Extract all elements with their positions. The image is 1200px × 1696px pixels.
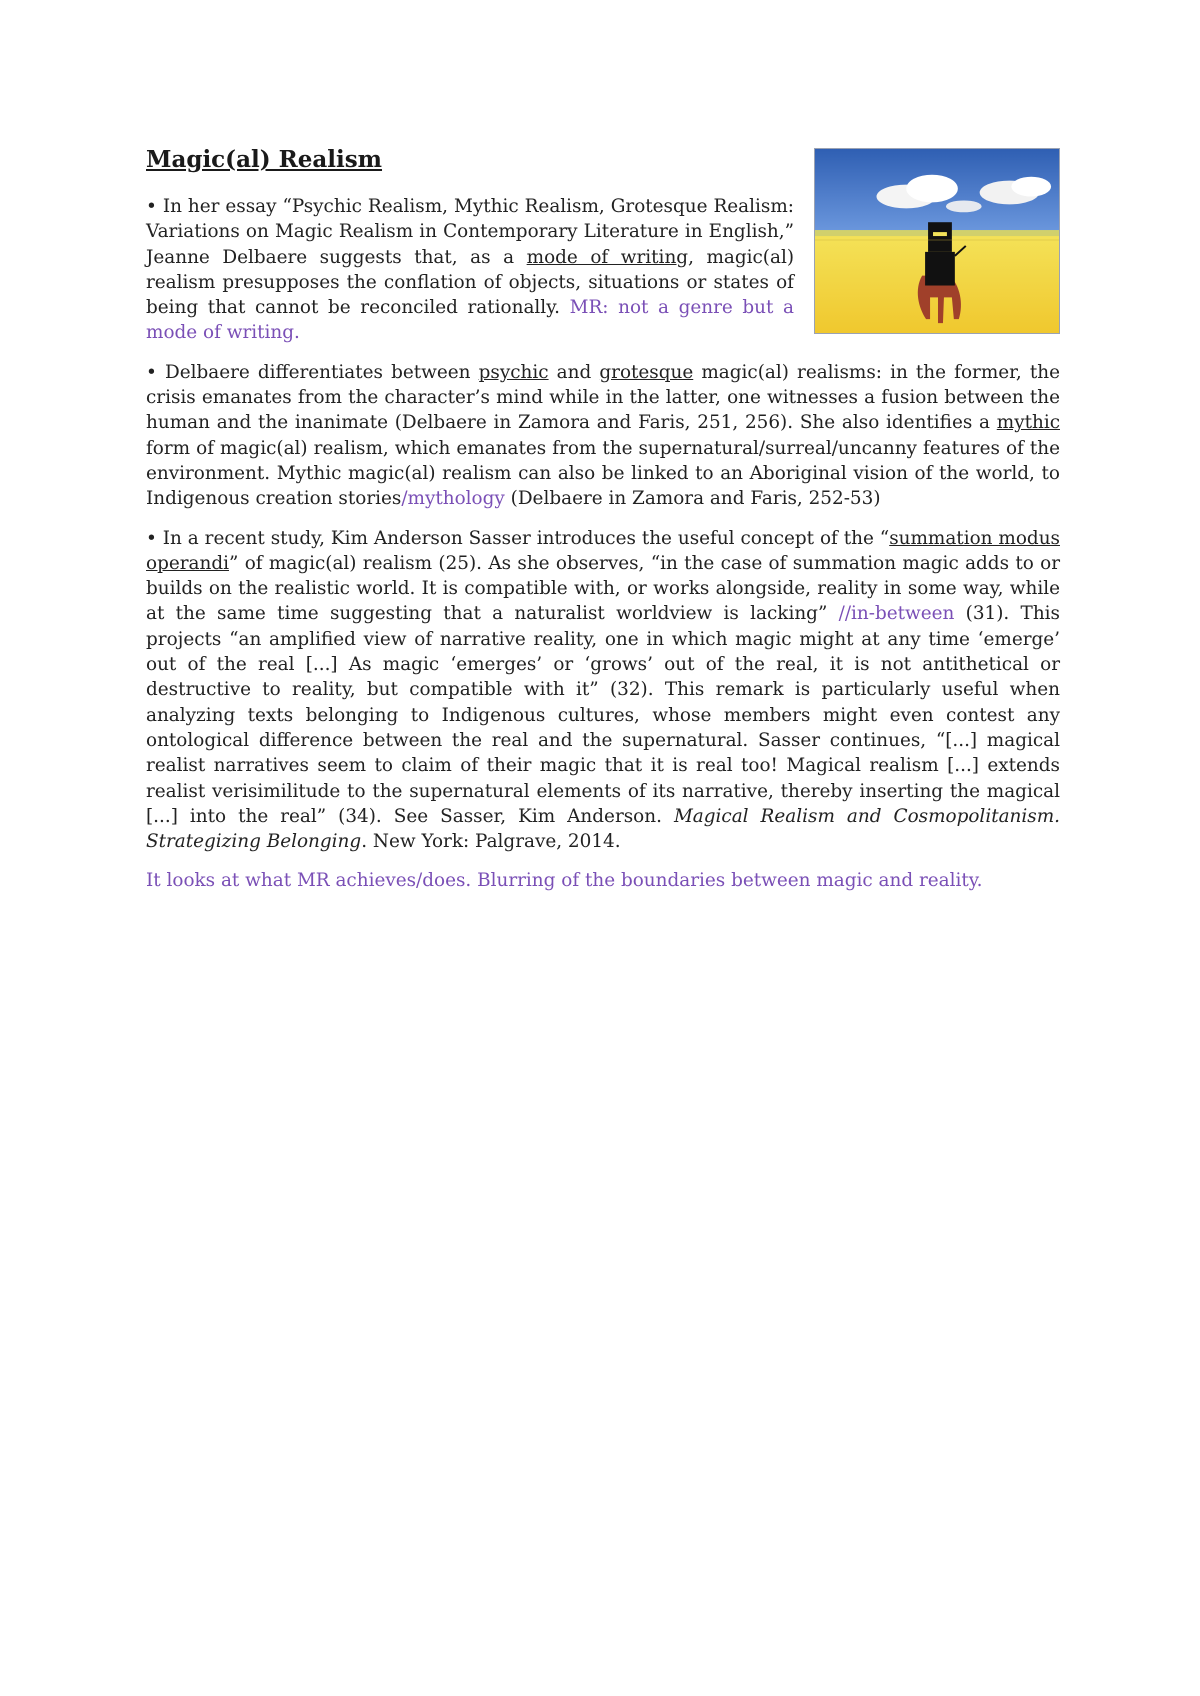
paragraph-text: Delbaere differentiates between [164,361,479,383]
annotation-note: /mythology [401,488,505,510]
paragraph-text: (Delbaere in Zamora and Faris, 252-53) [504,488,881,510]
paragraph-text: (31). This projects “an amplified view of narrative reality, one in which magic might at any time ‘emerge’ out of the real [...] As magic ‘emerges’ or ‘grows’ out of the real, it is not antithetical or destructive to reality, but compatible with it” (32). This remark is particularly useful when analyzing texts belonging to Indigenous cultures, whose members might even contest any ontological difference between the real and the supernatural. Sasser continues, “[...] magical realist narratives seem to claim of their magic that it is real too! Magical realism [...] extends realist verisimilitude to the supernatural elements of its narrative, thereby inserting the magical [...] into the real” (34). See Sasser, Kim Anderson. [146,603,1060,827]
underlined-term: psychic [478,361,549,383]
paragraph-text: ” of magic(al) realism (25). As she observes, “in the case of summation magic adds to or builds on the realistic world. It is compatible with, or works alongside, reality in some way, while at the same time suggesting that a naturalist worldview is lacking” [146,552,1060,625]
paragraph-text: . New York: Palgrave, 2014. [361,831,621,853]
document-page [146,140,1060,894]
bullet: • [146,196,157,217]
paragraph-text: form of magic(al) realism, which emanates from the supernatural/surreal/uncanny features of the environment. Mythic magic(al) realism can also be linked to an Aboriginal vision of the world, to Indigenous creation stories [146,437,1060,510]
painting-illustration [815,149,1059,333]
document-title: Magic(al) Realism [146,146,383,173]
paragraph-psychic-grotesque-mythic [146,360,1060,512]
paragraph-text: In her essay “Psychic Realism, Mythic Realism, Grotesque Realism: Variations on Magic Realism in Contemporary Literature in English,” Jeanne Delbaere suggests that, as a [146,196,794,268]
painting-rider-in-desert-image [814,148,1060,334]
paragraph-text: magic(al) realisms: in the former, the crisis emanates from the character’s mind while in the latter, one witnesses a fusion between the human and the inanimate (Delbaere in Zamora and Faris, 251, 256). She also identifies a [146,361,1060,434]
underlined-term: mythic [996,412,1060,434]
paragraph-text: and [548,361,600,383]
annotation-note: MR: not a genre but a mode of writing. [146,297,794,344]
paragraph-sasser-summation [146,526,1060,855]
bullet: • [146,361,157,383]
underlined-term: grotesque [599,361,694,383]
underlined-term: mode of writing [526,246,689,268]
book-title: Magical Realism and Cosmopolitanism. Strategizing Belonging [146,805,1060,853]
paragraph-text: In a recent study, Kim Anderson Sasser introduces the useful concept of the “ [162,527,890,549]
underlined-term: summation modus operandi [146,527,1060,574]
paragraph-text: , magic(al) realism presupposes the conflation of objects, situations or states of being that cannot be reconciled rationally. [146,246,795,319]
paragraph-delbaere-mode-of-writing [146,194,794,346]
bullet: • [146,527,157,549]
annotation-note: //in-between [838,603,955,625]
final-annotation-note: It looks at what MR achieves/does. Blurring of the boundaries between magic and reality. [146,870,983,892]
